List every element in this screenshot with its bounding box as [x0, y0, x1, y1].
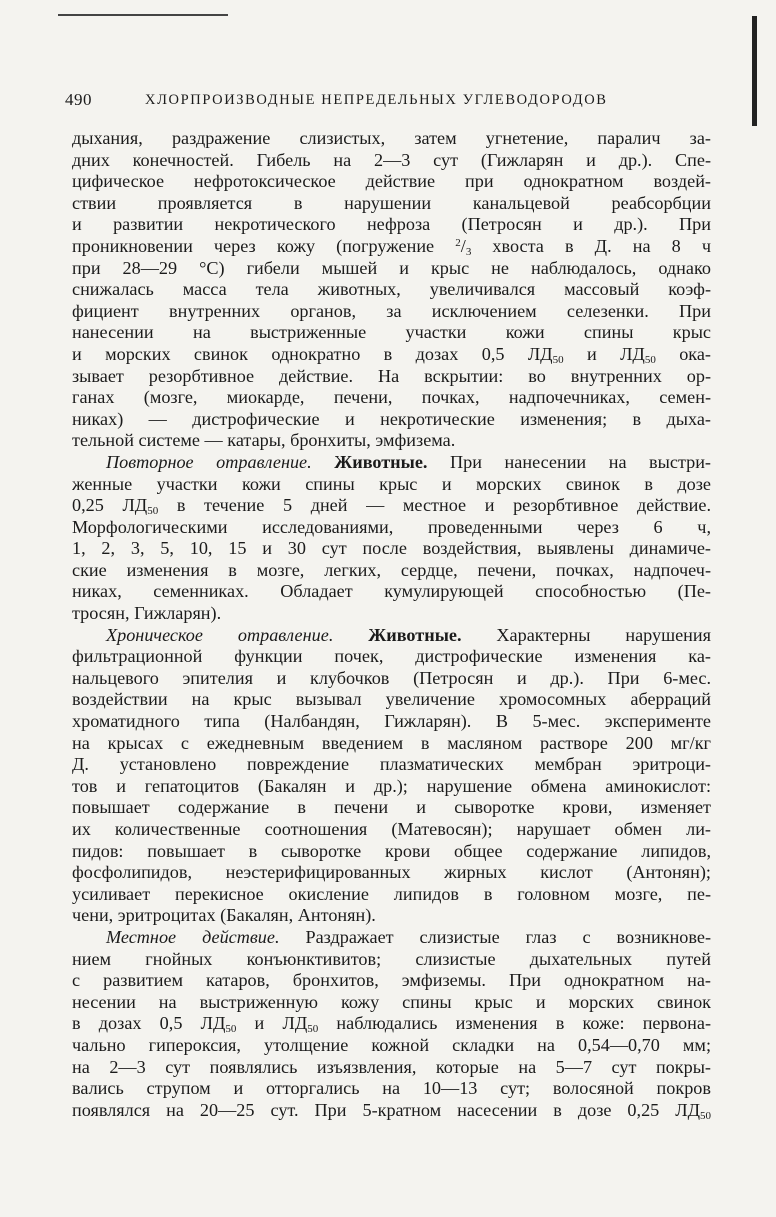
top-rule [58, 14, 228, 16]
text-line: проникновении через кожу (погружение $^2/_3$ хвоста в Д. на 8 ч [72, 235, 711, 258]
text-line: Д. установлено повреждение плазматических мембран эритроци- [72, 754, 711, 775]
text-line: нальцевого эпителия и клубочков (Петросян и др.). При 6-мес. [72, 667, 711, 688]
text-line: 1, 2, 3, 5, 10, 15 и 30 сут после воздействия, выявлены динамиче- [72, 538, 711, 559]
text-line: повышает содержание в печени и сыворотке крови, изменяет [72, 797, 711, 818]
text-line: усиливает перекисное окисление липидов в головном мозге, пе- [72, 883, 711, 904]
section-heading-repeated-poisoning: Повторное отравление. [106, 451, 312, 472]
text-line: ские изменения в мозге, легких, сердце, печени, почках, надпочеч- [72, 559, 711, 580]
text-line: дних конечностей. Гибель на 2—3 сут (Гижларян и др.). Спе- [72, 149, 711, 170]
text-line: на крысах с ежедневным введением в масляном растворе 200 мг/кг [72, 732, 711, 753]
text-line: женные участки кожи спины крыс и морских свинок в дозе [72, 473, 711, 494]
paragraph-start: Повторное отравление. Животные. При нанесении на выстри- [106, 451, 711, 472]
text-line: нием гнойных конъюнктивитов; слизистые дыхательных путей [72, 948, 711, 969]
text-line: тельной системе — катары, бронхиты, эмфизема. [72, 430, 456, 451]
page-header [65, 90, 711, 112]
page-edge-shadow [752, 16, 757, 126]
text-line: чально гипероксия, утолщение кожной складки на 0,54—0,70 мм; [72, 1034, 711, 1055]
text-line: никах, семенниках. Обладает кумулирующей способностью (Пе- [72, 581, 711, 602]
text-line: воздействии на крыс вызывал увеличение хромосомных аберраций [72, 689, 711, 710]
text-line: в дозах 0,5 $ЛД_{50}$ и $ЛД_{50}$ наблюдались изменения в коже: первона- [72, 1013, 711, 1035]
section-heading-local-action: Местное действие. [106, 926, 280, 947]
text-line: их количественные соотношения (Матевосян); нарушает обмен ли- [72, 819, 711, 839]
section-heading-chronic-poisoning: Хроническое отравление. [106, 624, 334, 645]
body-text [72, 128, 711, 1121]
text-line: на 2—3 сут появлялись изъязвления, которые на 5—7 сут покры- [72, 1056, 711, 1077]
text-line: 0,25 $ЛД_{50}$ в течение 5 дней — местное и резорбтивное действие. [72, 495, 711, 517]
text-line: и морских свинок однократно в дозах 0,5 $ЛД_{50}$ и $ЛД_{50}$ ока- [72, 343, 711, 366]
paragraph-start: Местное действие. Раздражает слизистые глаз с возникнове- [106, 926, 711, 947]
text-line: фильтрационной функции почек, дистрофические изменения ка- [72, 646, 711, 667]
text-line: вались струпом и отторгались на 10—13 сут; волосяной покров [72, 1078, 711, 1099]
page-number: 490 [65, 90, 92, 109]
text-line: чени, эритроцитах (Бакалян, Антонян). [72, 905, 376, 926]
subject-label-animals: Животные. [368, 624, 462, 645]
text-line: дыхания, раздражение слизистых, затем угнетение, паралич за- [72, 128, 711, 148]
text-line: зывает резорбтивное действие. На вскрытии: во внутренних ор- [72, 365, 711, 386]
text-line: хроматидного типа (Налбандян, Гижларян). В 5-мес. эксперименте [72, 711, 711, 732]
paragraph-start: Хроническое отравление. Животные. Характерны нарушения [106, 624, 711, 645]
text-line: фосфолипидов, неэстерифицированных жирных кислот (Антонян); [72, 862, 711, 883]
text-line: тросян, Гижларян). [72, 603, 222, 624]
text-line: несении на выстриженную кожу спины крыс и морских свинок [72, 991, 711, 1012]
subject-label-animals: Животные. [334, 451, 428, 472]
text-line: ганах (мозге, миокарде, печени, почках, надпочечниках, семен- [72, 387, 711, 408]
text-line: цифическое нефротоксическое действие при однократном воздей- [72, 171, 711, 192]
text-line: тов и гепатоцитов (Бакалян и др.); нарушение обмена аминокислот: [72, 775, 711, 796]
text-line: снижалась масса тела животных, увеличивался массовый коэф- [72, 279, 711, 300]
text-line: с развитием катаров, бронхитов, эмфиземы. При однократном на- [72, 970, 711, 991]
text-line: ствии проявляется в нарушении канальцевой реабсорбции [72, 192, 711, 213]
text-line: нанесении на выстриженные участки кожи спины крыс [72, 322, 711, 343]
text-line: Морфологическими исследованиями, проведенными через 6 ч, [72, 516, 711, 537]
text-line: при 28—29 °С) гибели мышей и крыс не наблюдалось, однако [72, 257, 711, 278]
text-line: появлялся на 20—25 сут. При 5-кратном насесении в дозе 0,25 $ЛД_{50}$ [72, 1099, 711, 1122]
text-line: никах) — дистрофические и некротические изменения; в дыха- [72, 408, 711, 429]
text-line: фициент внутренних органов, за исключением селезенки. При [72, 300, 711, 321]
text-line: пидов: повышает в сыворотке крови общее содержание липидов, [72, 840, 711, 861]
text-line: и развитии некротического нефроза (Петросян и др.). При [72, 214, 711, 235]
running-title: ХЛОРПРОИЗВОДНЫЕ НЕПРЕДЕЛЬНЫХ УГЛЕВОДОРОДОВ [145, 92, 608, 108]
